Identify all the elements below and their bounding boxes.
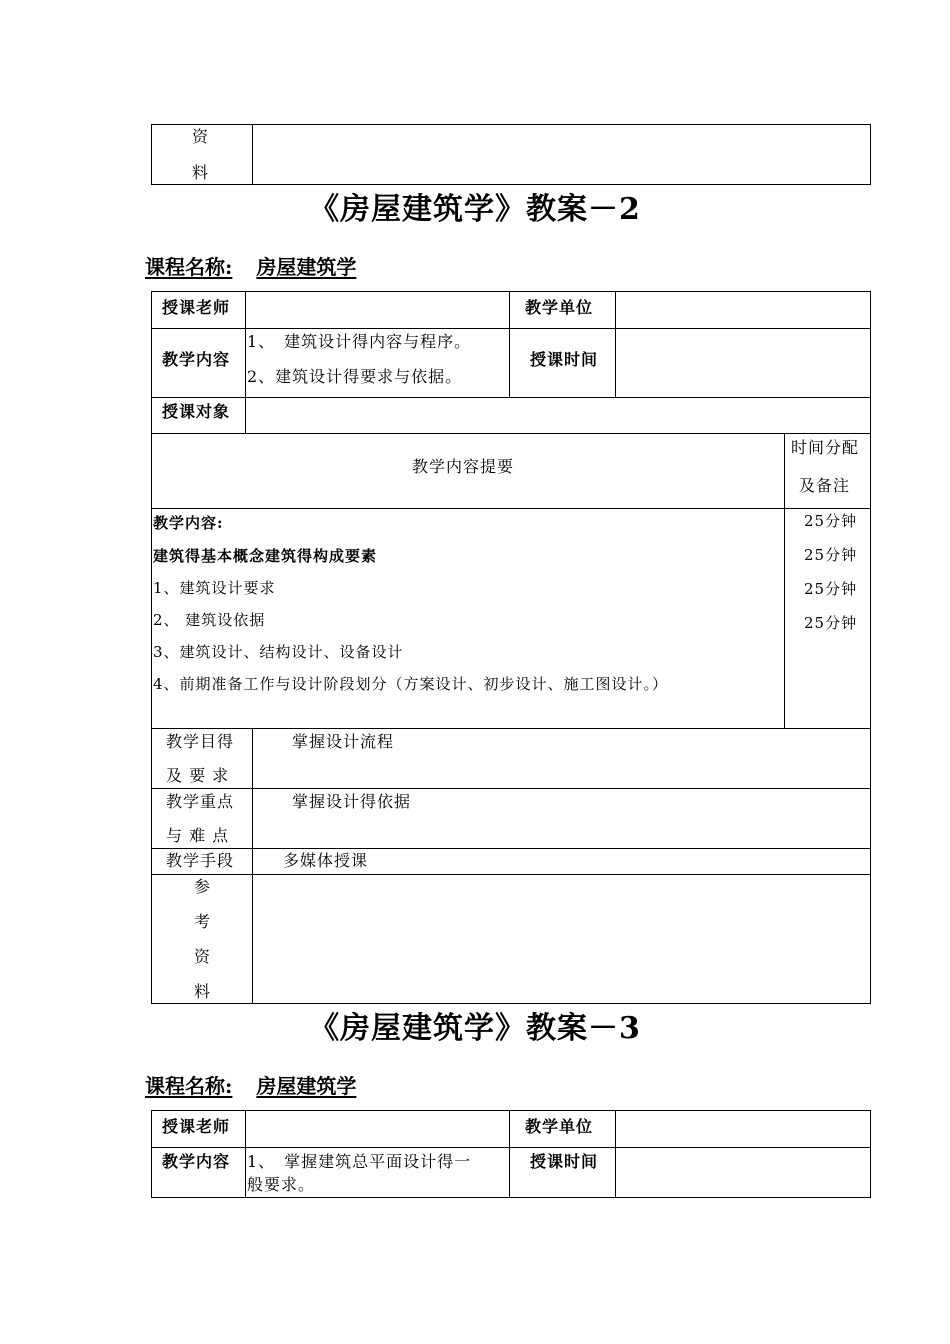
course-label: 课程名称: <box>145 1074 233 1098</box>
col-divider <box>509 291 510 397</box>
unit-label: 教学单位 <box>525 298 594 317</box>
time-allocation-item: 25分钟 <box>804 614 858 632</box>
row-divider <box>151 848 871 849</box>
col-divider <box>252 728 253 1004</box>
reference-label-line-2: 考 <box>194 912 212 931</box>
table-divider <box>252 124 253 185</box>
reference-label-line-1: 参 <box>194 877 212 896</box>
row-divider <box>151 328 871 329</box>
course-name-line-plan-3 <box>145 1073 356 1099</box>
goals-label-line-2: 及 要 求 <box>166 766 230 785</box>
reference-label-line-4: 料 <box>194 982 212 1001</box>
row-divider <box>151 788 871 789</box>
course-name-line-plan-2 <box>145 254 356 280</box>
course-label: 课程名称: <box>145 255 233 279</box>
course-name: 房屋建筑学 <box>256 255 357 279</box>
detail-item: 1、建筑设计要求 <box>153 579 276 597</box>
page-title-plan-3: 《房屋建筑学》教案－3 <box>309 1011 641 1046</box>
content-item-2: 般要求。 <box>247 1175 316 1194</box>
col-divider <box>245 1110 246 1198</box>
detail-item: 2、 建筑设依据 <box>153 611 266 629</box>
row-divider <box>151 433 871 434</box>
teacher-label: 授课老师 <box>162 298 231 317</box>
method-label: 教学手段 <box>166 851 235 870</box>
row-divider <box>151 728 871 729</box>
method-value: 多媒体授课 <box>283 851 369 870</box>
content-item-1: 1、 掌握建筑总平面设计得一 <box>247 1152 472 1171</box>
col-divider <box>784 433 785 728</box>
reference-label-line-2: 料 <box>192 163 210 182</box>
row-divider <box>151 508 871 509</box>
goals-label-line-1: 教学目得 <box>166 732 235 751</box>
reference-label-line-3: 资 <box>194 947 212 966</box>
allocation-header-line-2: 及备注 <box>799 476 851 495</box>
summary-header: 教学内容提要 <box>412 457 515 476</box>
row-divider <box>151 1147 871 1148</box>
page-title-plan-2: 《房屋建筑学》教案－2 <box>309 192 641 227</box>
time-allocation-item: 25分钟 <box>804 512 858 530</box>
time-label: 授课时间 <box>530 1152 599 1171</box>
time-allocation-item: 25分钟 <box>804 546 858 564</box>
teacher-label: 授课老师 <box>162 1117 231 1136</box>
col-divider <box>245 291 246 433</box>
detail-subheading: 建筑得基本概念建筑得构成要素 <box>153 547 378 565</box>
reference-table-fragment <box>151 124 871 185</box>
col-divider <box>615 291 616 397</box>
content-label: 教学内容 <box>162 350 231 369</box>
reference-label-line-1: 资 <box>192 127 210 146</box>
goals-value: 掌握设计流程 <box>292 732 395 751</box>
row-divider <box>151 874 871 875</box>
unit-label: 教学单位 <box>525 1117 594 1136</box>
key-points-label-line-2: 与 难 点 <box>166 826 230 845</box>
time-label: 授课时间 <box>530 350 599 369</box>
content-label: 教学内容 <box>162 1152 231 1171</box>
content-item-2: 2、建筑设计得要求与依据。 <box>247 367 463 386</box>
detail-item: 3、建筑设计、结构设计、设备设计 <box>153 643 404 661</box>
content-item-1: 1、 建筑设计得内容与程序。 <box>247 332 472 351</box>
course-name: 房屋建筑学 <box>256 1074 357 1098</box>
key-points-label-line-1: 教学重点 <box>166 792 235 811</box>
audience-label: 授课对象 <box>162 402 231 421</box>
detail-heading: 教学内容: <box>153 514 224 532</box>
col-divider <box>509 1110 510 1198</box>
row-divider <box>151 397 871 398</box>
time-allocation-item: 25分钟 <box>804 580 858 598</box>
allocation-header-line-1: 时间分配 <box>791 438 860 457</box>
col-divider <box>615 1110 616 1198</box>
key-points-value: 掌握设计得依据 <box>292 792 412 811</box>
detail-item: 4、前期准备工作与设计阶段划分（方案设计、初步设计、施工图设计。） <box>153 675 669 693</box>
